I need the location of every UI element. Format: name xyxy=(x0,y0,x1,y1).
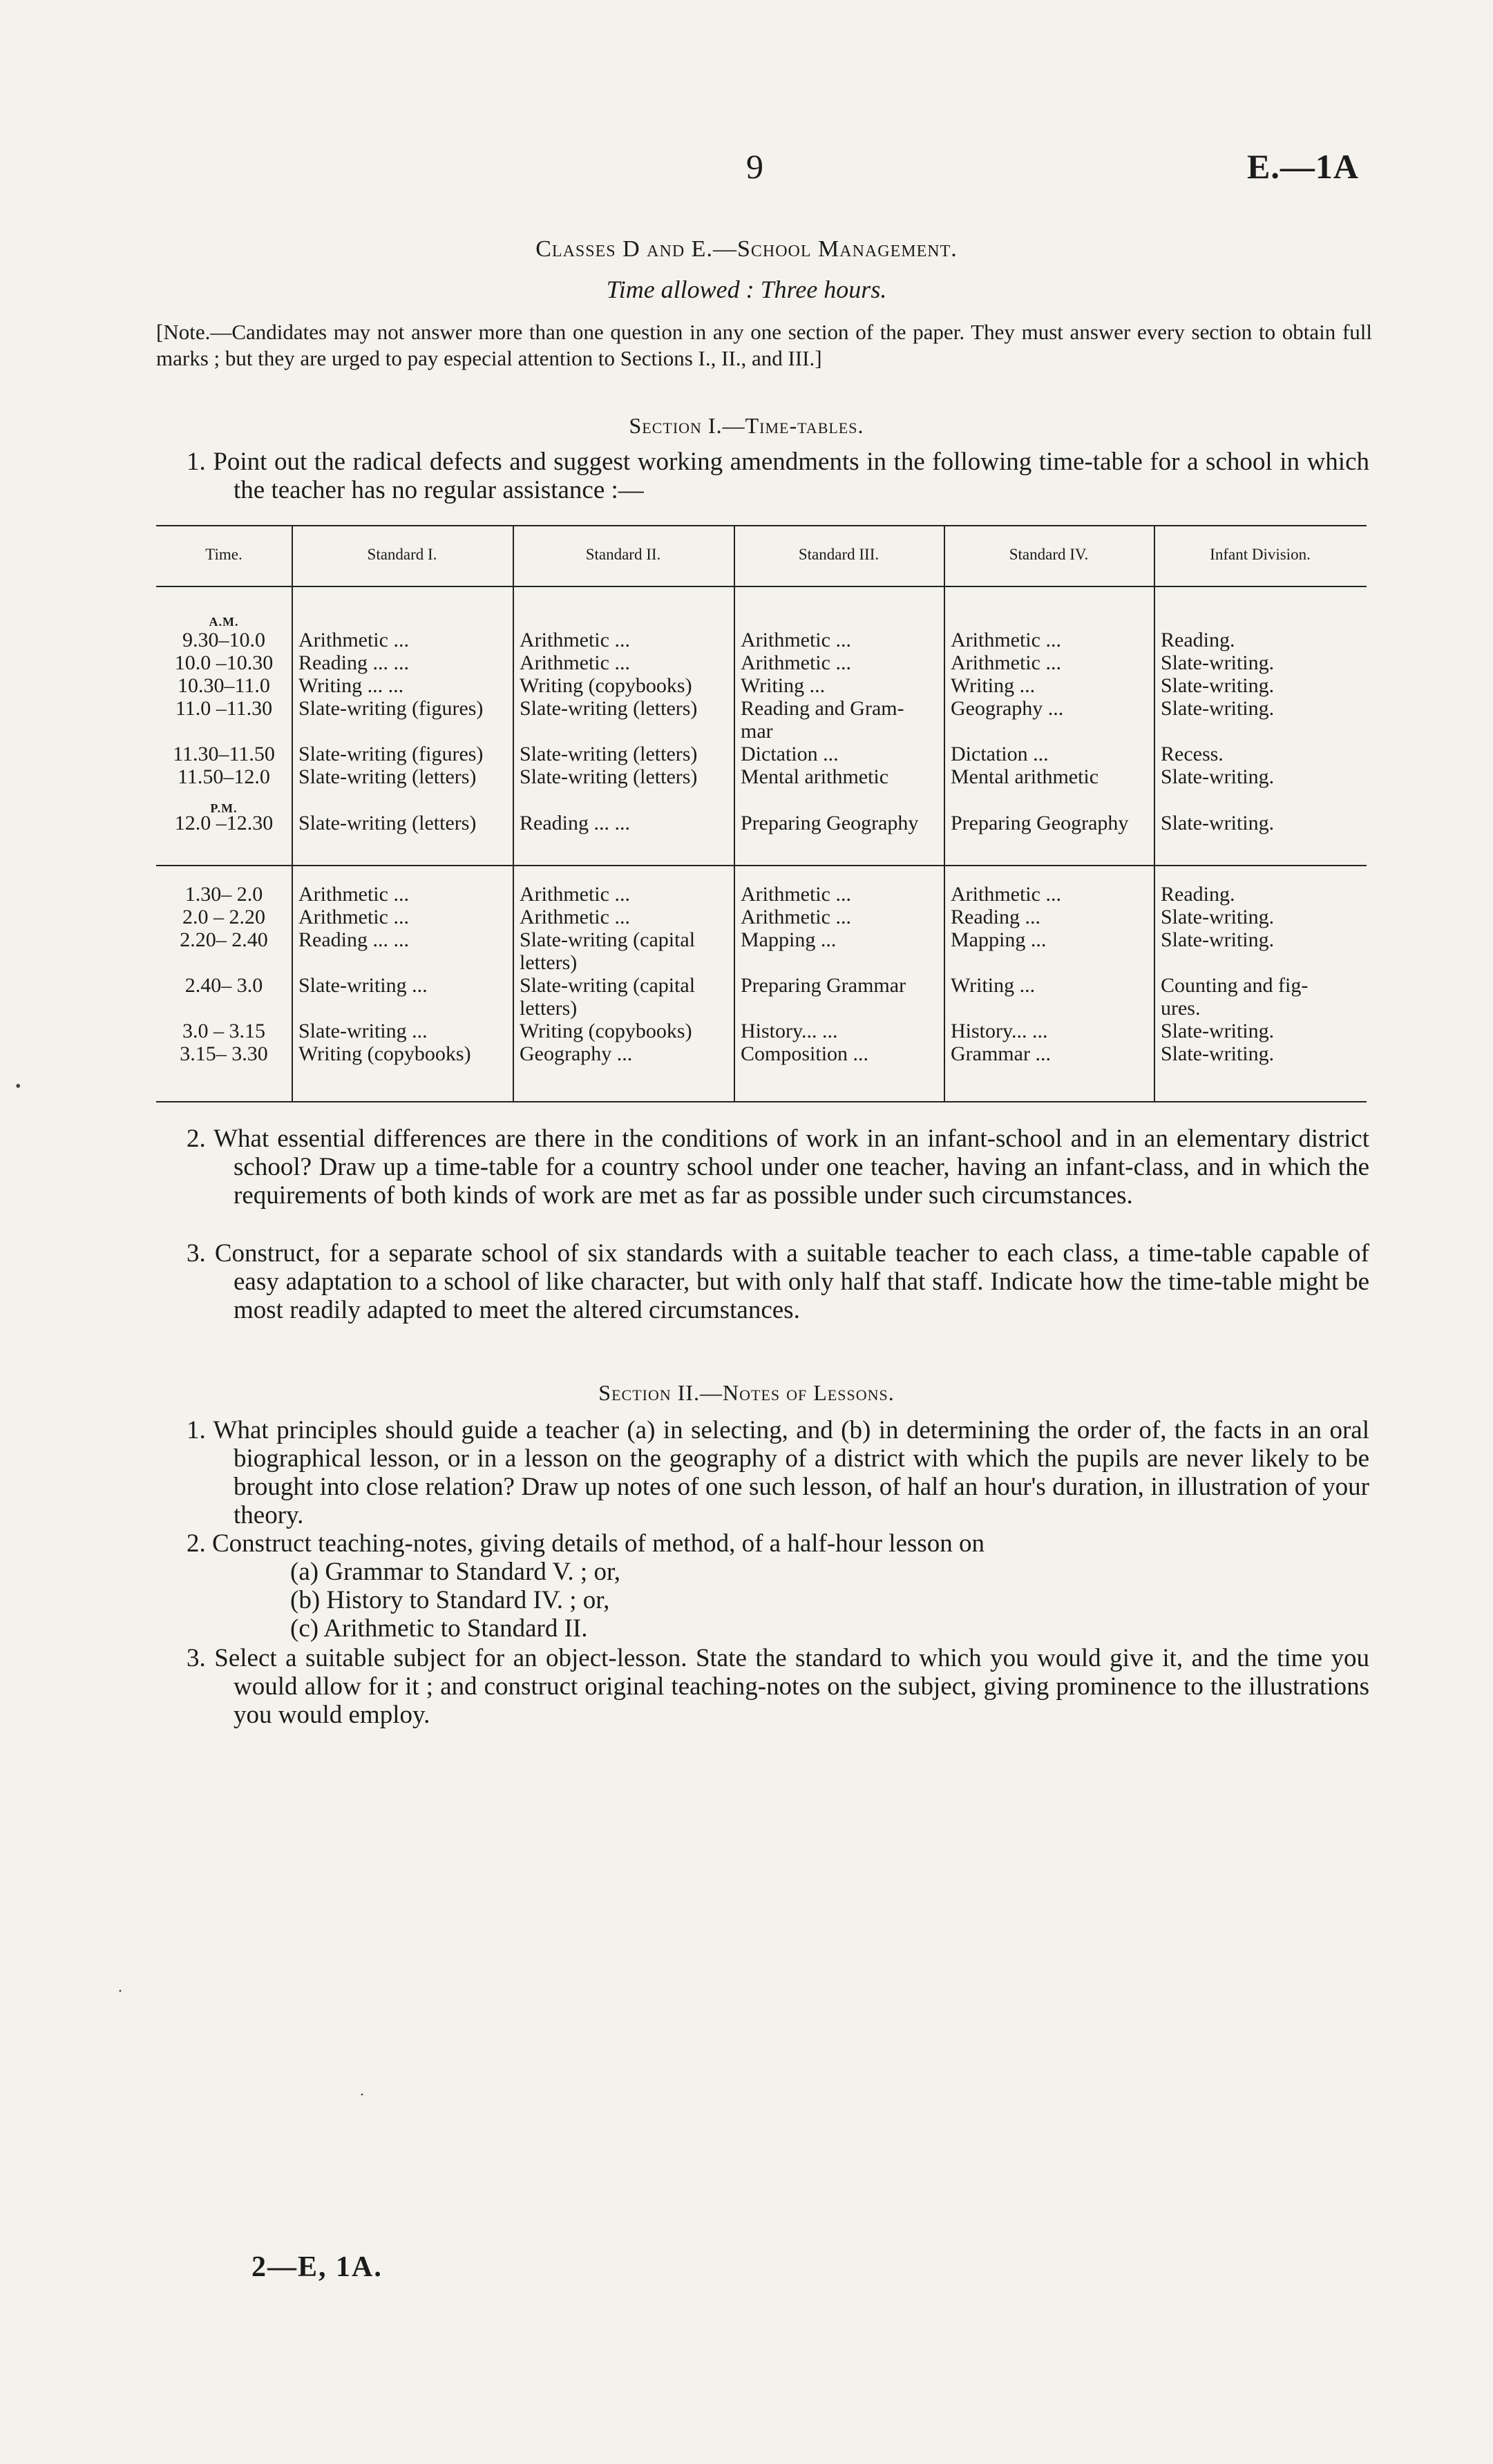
header-standard-3: Standard III. xyxy=(798,546,879,563)
table-cell: Slate-writing. xyxy=(1161,812,1275,834)
table-cell: History... ... xyxy=(951,1020,1048,1042)
table-cell: Dictation ... xyxy=(951,743,1049,765)
section-2-heading: Section II.—Notes of Lessons. xyxy=(598,1380,895,1405)
table-cell: Reading ... xyxy=(951,906,1040,928)
time-cell: 11.50–12.0 xyxy=(178,765,270,788)
header-standard-1: Standard I. xyxy=(367,546,437,563)
table-cell: History... ... xyxy=(741,1020,838,1042)
table-cell: Slate-writing. xyxy=(1161,1020,1275,1042)
table-cell: Counting and fig- xyxy=(1161,974,1309,997)
table-cell: Writing ... xyxy=(741,674,826,697)
table-midday-rule xyxy=(156,865,1367,866)
table-cell: Slate-writing (letters) xyxy=(520,697,698,720)
header-standard-4: Standard IV. xyxy=(1009,546,1089,563)
s1-question-1 xyxy=(148,448,1369,504)
table-cell: Slate-writing. xyxy=(1161,1042,1275,1065)
table-cell: letters) xyxy=(520,951,578,974)
page-number: 9 xyxy=(746,147,763,186)
s2-q2-text: Construct teaching-notes, giving details of method, of a half-hour lesson on xyxy=(212,1529,985,1558)
table-cell: Writing ... xyxy=(951,674,1036,697)
table-cell: Arithmetic ... xyxy=(951,883,1061,906)
time-cell: 10.0 –10.30 xyxy=(174,651,274,674)
table-cell: Preparing Geography xyxy=(741,812,919,834)
s2-q1-number: 1. xyxy=(187,1416,206,1444)
time-cell: 11.0 –11.30 xyxy=(175,697,273,720)
header-time: Time. xyxy=(205,546,243,563)
print-speck: · xyxy=(359,2086,365,2104)
table-bottom-rule xyxy=(156,1101,1367,1102)
table-cell: ures. xyxy=(1161,997,1201,1020)
time-allowed: Time allowed : Three hours. xyxy=(606,276,887,303)
table-cell: Composition ... xyxy=(741,1042,869,1065)
table-cell: Mapping ... xyxy=(951,928,1047,951)
table-cell: Slate-writing (capital xyxy=(520,974,696,997)
s2-q2-number: 2. xyxy=(187,1529,206,1558)
column-divider xyxy=(944,525,945,1101)
table-cell: Mapping ... xyxy=(741,928,837,951)
table-cell: Mental arithmetic xyxy=(951,765,1099,788)
table-cell: Arithmetic ... xyxy=(741,906,851,928)
time-table xyxy=(156,525,1367,1105)
time-cell: 2.40– 3.0 xyxy=(184,974,263,997)
s1-q1-text: Point out the radical defects and suggest working amendments in the following time-table for a school in which the teacher has no regular assistance :— xyxy=(213,448,1369,504)
table-cell: Slate-writing. xyxy=(1161,765,1275,788)
table-cell: Slate-writing. xyxy=(1161,651,1275,674)
table-cell: Reading ... ... xyxy=(298,651,409,674)
table-cell: Reading. xyxy=(1161,629,1235,651)
section-1-heading: Section I.—Time-tables. xyxy=(629,413,864,438)
time-cell: 9.30–10.0 xyxy=(182,629,265,651)
table-cell: Arithmetic ... xyxy=(951,629,1061,651)
column-divider xyxy=(1154,525,1155,1101)
table-cell: Slate-writing. xyxy=(1161,674,1275,697)
table-cell: Writing (copybooks) xyxy=(520,674,692,697)
s1-q1-number: 1. xyxy=(187,448,206,476)
table-cell: Slate-writing (letters) xyxy=(298,812,477,834)
s2-question-1 xyxy=(148,1416,1369,1529)
table-top-rule xyxy=(156,525,1367,526)
table-cell: Geography ... xyxy=(520,1042,633,1065)
time-cell: 10.30–11.0 xyxy=(178,674,270,697)
table-cell: Writing ... ... xyxy=(298,674,404,697)
s1-question-3 xyxy=(148,1239,1369,1324)
table-cell: Arithmetic ... xyxy=(741,651,851,674)
table-cell: Slate-writing ... xyxy=(298,1020,428,1042)
s1-q2-number: 2. xyxy=(187,1125,206,1153)
s2-q2-option-c: (c) Arithmetic to Standard II. xyxy=(290,1614,588,1643)
table-cell: Writing (copybooks) xyxy=(520,1020,692,1042)
table-cell: Writing (copybooks) xyxy=(298,1042,471,1065)
table-cell: Mental arithmetic xyxy=(741,765,889,788)
s1-q3-number: 3. xyxy=(187,1239,206,1268)
header-standard-2: Standard II. xyxy=(585,546,661,563)
table-cell: Arithmetic ... xyxy=(298,906,409,928)
table-cell: Slate-writing. xyxy=(1161,697,1275,720)
s2-q2-option-a: (a) Grammar to Standard V. ; or, xyxy=(290,1558,621,1586)
time-cell: 11.30–11.50 xyxy=(173,743,275,765)
document-reference: E.—1A xyxy=(1247,147,1359,186)
s2-q1-text: What principles should guide a teacher (a) in selecting, and (b) in determining the order of, the facts in an oral biographical lesson, or in a lesson on the geography of a district with which the pupils are never likely to be brought into close relation? Draw up notes of one such lesson, of half an hour's duration, in illustration of your theory. xyxy=(213,1416,1369,1529)
column-divider xyxy=(513,525,514,1101)
column-divider xyxy=(734,525,735,1101)
time-cell: 2.0 – 2.20 xyxy=(182,906,265,928)
table-cell: Preparing Geography xyxy=(951,812,1129,834)
table-cell: Reading ... ... xyxy=(298,928,409,951)
table-cell: Arithmetic ... xyxy=(741,883,851,906)
exam-note: [Note.—Candidates may not answer more than one question in any one section of the paper. They must answer every section to obtain full marks ; but they are urged to pay especial attention to Sections I., II., and III.] xyxy=(156,320,1372,370)
s1-q2-text: What essential differences are there in the conditions of work in an infant-school and in an elementary district school? Draw up a time-table for a country school under one teacher, having an infant-class, and in which the requirements of both kinds of work are met as far as possible under such circumstances. xyxy=(213,1125,1369,1210)
table-cell: Reading. xyxy=(1161,883,1235,906)
column-divider xyxy=(292,525,293,1101)
table-cell: Reading and Gram- xyxy=(741,697,904,720)
pm-label: P.M. xyxy=(210,801,238,815)
table-cell: Arithmetic ... xyxy=(520,629,630,651)
s1-question-2 xyxy=(148,1125,1369,1210)
footer-signature: 2—E, 1A. xyxy=(251,2251,383,2283)
table-cell: Slate-writing. xyxy=(1161,928,1275,951)
time-cell: 3.15– 3.30 xyxy=(180,1042,268,1065)
table-cell: Writing ... xyxy=(951,974,1036,997)
table-cell: Geography ... xyxy=(951,697,1064,720)
table-cell: Slate-writing (figures) xyxy=(298,697,484,720)
table-cell: Slate-writing (figures) xyxy=(298,743,484,765)
exam-title: Classes D and E.—School Management. xyxy=(535,236,958,262)
table-cell: Slate-writing. xyxy=(1161,906,1275,928)
table-header-rule xyxy=(156,586,1367,587)
s1-q3-text: Construct, for a separate school of six standards with a suitable teacher to each class, a time-table capable of easy adaptation to a school of like character, but with only half that staff. Indicate how the time-table might be most readily adapted to meet the altered circumstances. xyxy=(214,1239,1369,1324)
table-cell: Dictation ... xyxy=(741,743,839,765)
time-cell: 1.30– 2.0 xyxy=(184,883,263,906)
table-cell: Arithmetic ... xyxy=(520,651,630,674)
table-cell: mar xyxy=(741,720,773,743)
table-cell: Slate-writing ... xyxy=(298,974,428,997)
print-speck: · xyxy=(117,1983,123,2000)
am-label: A.M. xyxy=(209,615,239,629)
s2-q3-text: Select a suitable subject for an object-lesson. State the standard to which you would give it, and the time you would allow for it ; and construct original teaching-notes on the subject, giving prominence to the illustrations you would employ. xyxy=(214,1644,1369,1729)
header-infant-division: Infant Division. xyxy=(1210,546,1311,563)
time-cell: 2.20– 2.40 xyxy=(180,928,268,951)
s2-q2-option-b: (b) History to Standard IV. ; or, xyxy=(290,1586,610,1614)
table-cell: Arithmetic ... xyxy=(520,883,630,906)
s2-q3-number: 3. xyxy=(187,1644,206,1672)
table-cell: Arithmetic ... xyxy=(298,629,409,651)
print-speck: • xyxy=(15,1078,21,1096)
time-cell: 3.0 – 3.15 xyxy=(182,1020,265,1042)
table-cell: Grammar ... xyxy=(951,1042,1051,1065)
table-cell: letters) xyxy=(520,997,578,1020)
table-cell: Reading ... ... xyxy=(520,812,630,834)
time-cell: 12.0 –12.30 xyxy=(174,812,274,834)
table-cell: Preparing Grammar xyxy=(741,974,906,997)
table-cell: Arithmetic ... xyxy=(298,883,409,906)
table-cell: Arithmetic ... xyxy=(741,629,851,651)
table-cell: Arithmetic ... xyxy=(951,651,1061,674)
table-cell: Slate-writing (capital xyxy=(520,928,696,951)
table-cell: Arithmetic ... xyxy=(520,906,630,928)
table-cell: Recess. xyxy=(1161,743,1224,765)
table-cell: Slate-writing (letters) xyxy=(520,765,698,788)
s2-question-2 xyxy=(148,1529,1369,1643)
s2-question-3 xyxy=(148,1644,1369,1729)
table-cell: Slate-writing (letters) xyxy=(520,743,698,765)
table-cell: Slate-writing (letters) xyxy=(298,765,477,788)
